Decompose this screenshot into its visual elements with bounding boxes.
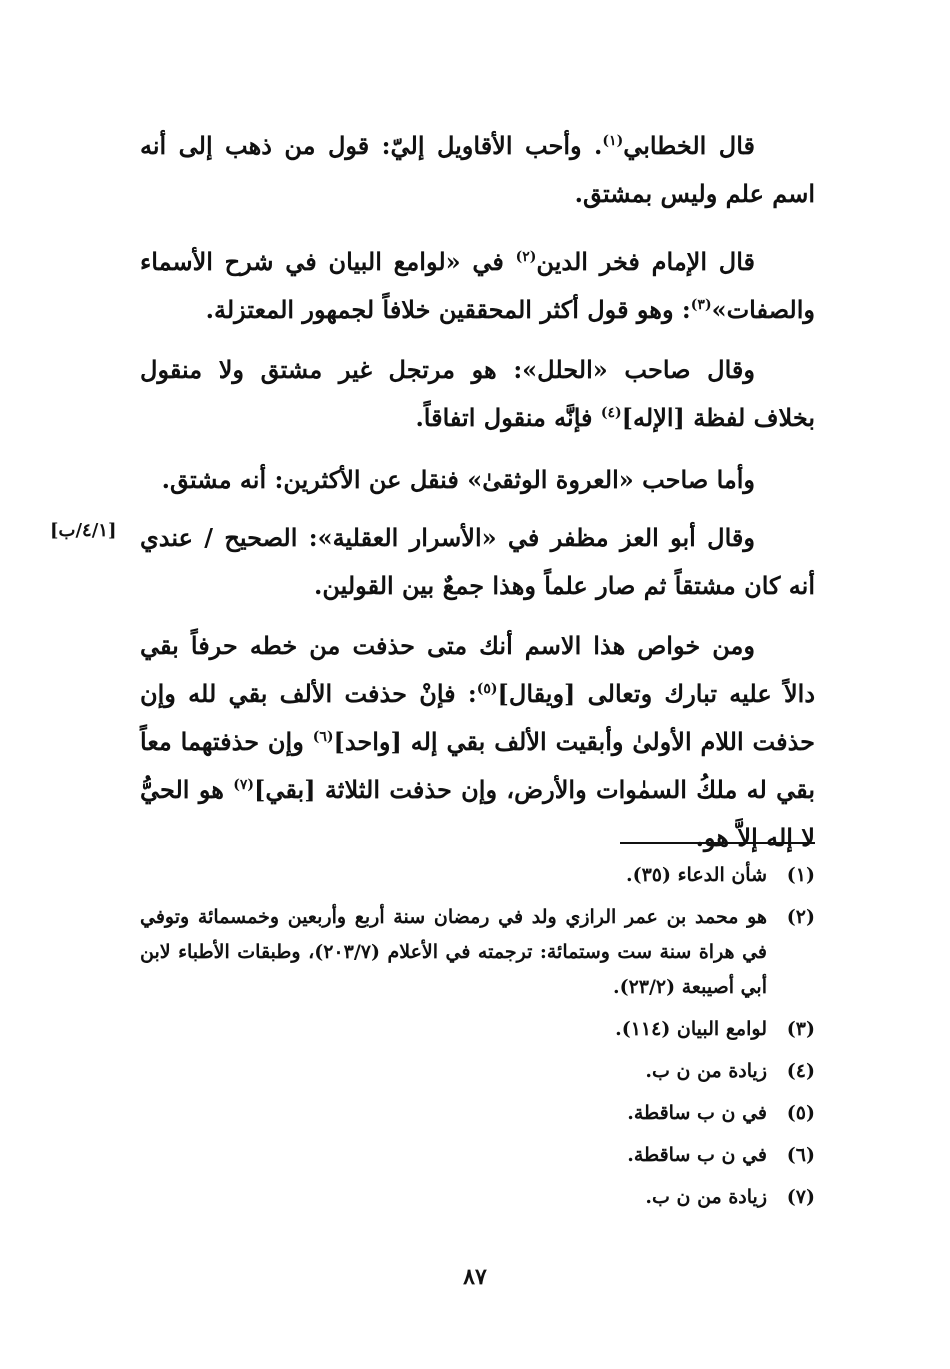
p6-text-1: ومن خواص هذا الاسم أنك متى حذفت من خطه حرفاً بقي دالاً عليه تبارك وتعالى [ويقال]	[140, 631, 816, 708]
footnote-text: شأن الدعاء (٣٥).	[625, 864, 767, 886]
p2-text-2: في «لوامع البيان في شرح الأسماء والصفات»	[140, 247, 815, 324]
paragraph	[140, 238, 815, 334]
p6-text-3: وإن حذفتهما معاً بقي له ملكُ السمٰوات والأرض، وإن حذفت الثلاثة [بقي]	[140, 727, 816, 804]
footnote-4	[140, 1054, 815, 1089]
footnote-7	[140, 1180, 815, 1215]
footnote-ref-7: (٧)	[233, 777, 255, 793]
paragraph-5	[140, 514, 815, 610]
p3-text-1: وقال صاحب «الحلل»: هو مرتجل غير مشتق ولا منقول بخلاف لفظة [الإله]	[140, 355, 815, 432]
p4-text-1: وأما صاحب «العروة الوثقىٰ» فنقل عن الأكثرين: أنه مشتق.	[161, 465, 755, 494]
p2-text-3: : وهو قول أكثر المحققين خلافاً لجمهور المعتزلة.	[205, 295, 691, 324]
footnote-ref-5: (٥)	[476, 681, 498, 697]
p1-text-1: قال الخطابي	[623, 131, 755, 160]
footnote-ref-2: (٢)	[515, 249, 537, 265]
paragraph	[140, 346, 815, 442]
paragraph	[140, 456, 815, 504]
paragraph	[140, 122, 815, 218]
footnote-ref-1: (١)	[602, 133, 624, 149]
footnote-text: زيادة من ن ب.	[645, 1060, 767, 1082]
footnote-divider	[620, 842, 815, 844]
footnote-3	[140, 1012, 815, 1047]
footnote-number: (٥)	[786, 1102, 815, 1124]
footnote-ref-4: (٤)	[600, 405, 622, 421]
paragraph-1	[140, 122, 815, 218]
paragraph-2	[140, 238, 815, 334]
footnote-5	[140, 1096, 815, 1131]
footnote-number: (٦)	[786, 1144, 815, 1166]
footnote-text: في ن ب ساقطة.	[627, 1102, 767, 1124]
footnote-number: (٣)	[786, 1018, 815, 1040]
footnote-number: (٢)	[786, 906, 815, 928]
footnote-text: زيادة من ن ب.	[645, 1186, 767, 1208]
paragraph	[140, 514, 815, 610]
p1-text-2: . وأحب الأقاويل إليّ: قول من ذهب إلى أنه اسم علم وليس بمشتق.	[140, 131, 815, 208]
paragraph-4	[140, 456, 815, 504]
footnote-1	[140, 858, 815, 893]
footnote-text: في ن ب ساقطة.	[627, 1144, 767, 1166]
footnote-ref-3: (٣)	[690, 297, 712, 313]
footnote-number: (١)	[786, 864, 815, 886]
footnote-text: هو محمد بن عمر الرازي ولد في رمضان سنة أربع وأربعين وخمسمائة وتوفي في هراة سنة ست وستمائة: ترجمته في الأعلام (٢٠٣/٧)، وطبقات الأطباء لابن أبي أصيبعة (٢٣/٢).	[140, 906, 767, 998]
p6-text-4: هو الحيُّ لا إله إلاَّ هو.	[140, 775, 815, 852]
footnotes	[140, 858, 815, 1222]
footnote-number: (٧)	[786, 1186, 815, 1208]
p2-text-1: قال الإمام فخر الدين	[536, 247, 756, 276]
p6-text-2: : فإنْ حذفت الألف بقي لله وإن حذفت اللام الأولىٰ وأبقيت الألف بقي إله [واحد]	[140, 679, 816, 756]
footnote-number: (٤)	[786, 1060, 815, 1082]
paragraph-6	[140, 622, 815, 862]
footnote-text: لوامع البيان (١١٤).	[615, 1018, 767, 1040]
p5-text-1: وقال أبو العز مظفر في «الأسرار العقلية»: الصحيح / عندي أنه كان مشتقاً ثم صار علماً وهذا جمعٌ بين القولين.	[140, 523, 815, 600]
p3-text-2: فإنَّه منقول اتفاقاً.	[415, 403, 601, 432]
paragraph-3	[140, 346, 815, 442]
footnote-6	[140, 1138, 815, 1173]
footnote-ref-6: (٦)	[312, 729, 334, 745]
page-number: ٨٧	[463, 1264, 487, 1290]
paragraph	[140, 622, 815, 862]
footnote-2	[140, 900, 815, 1005]
margin-folio-note: [٤/١/ب]	[50, 520, 117, 541]
